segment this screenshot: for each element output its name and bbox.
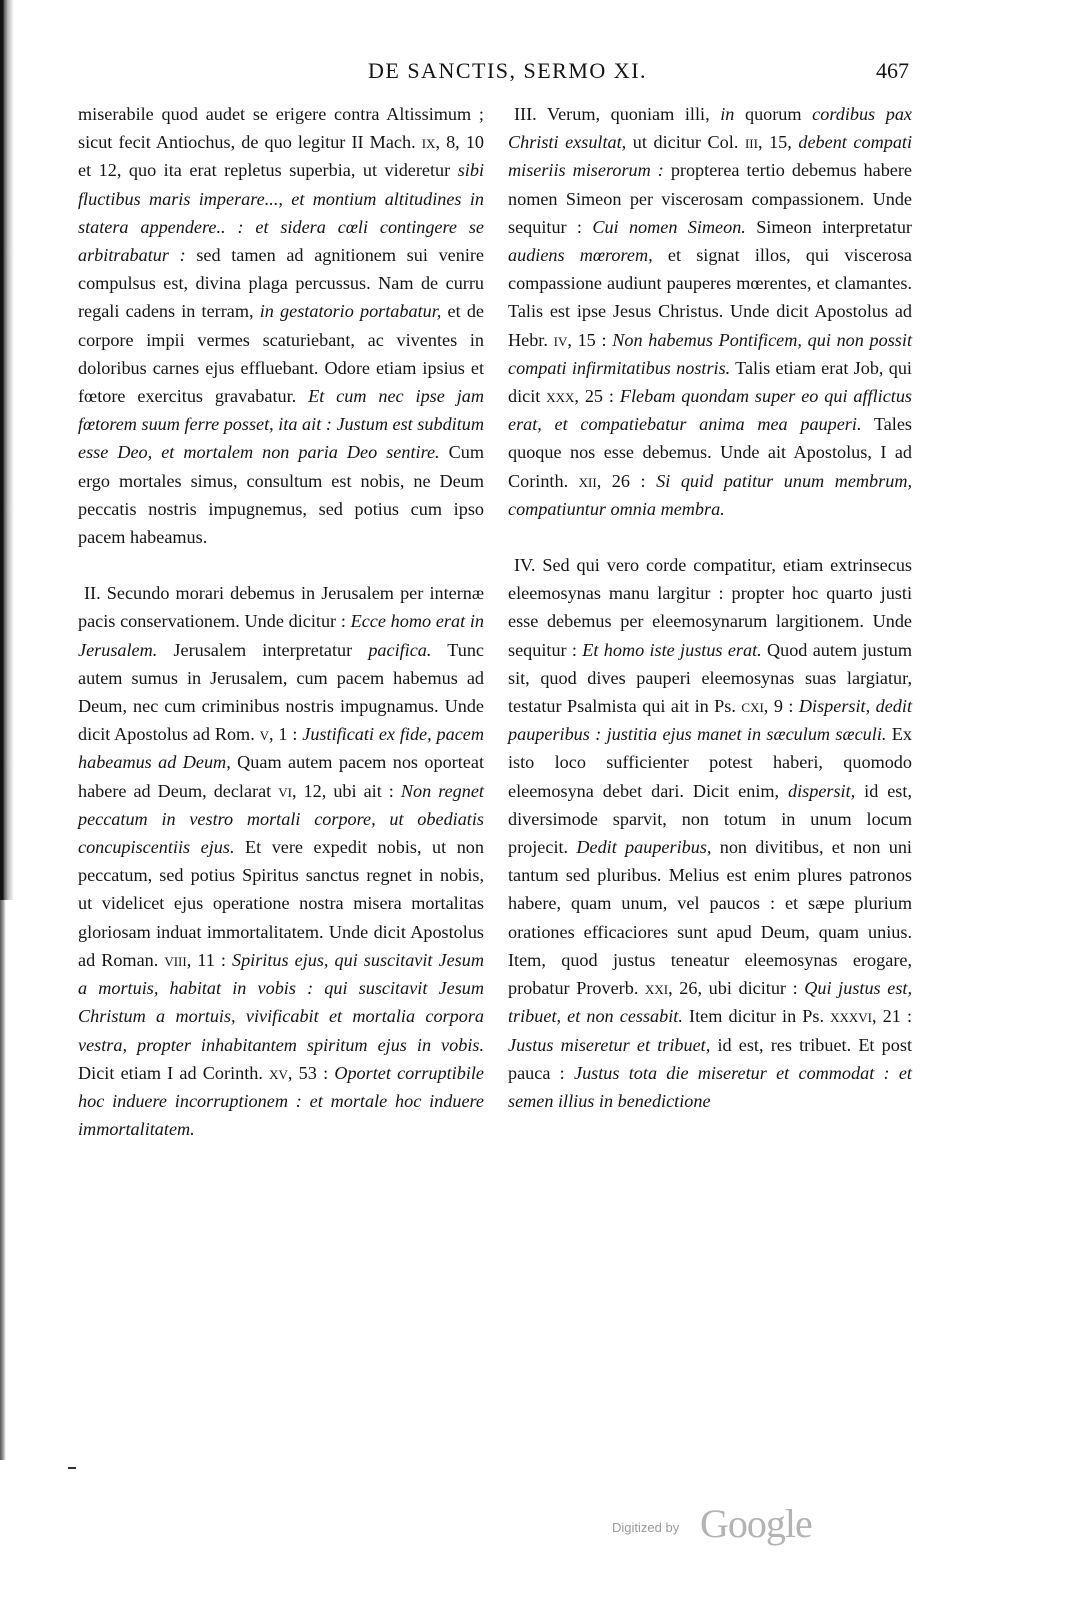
text-run: IV. Sed qui vero corde compatitur, etiam extrinsecus eleemosynas manu largitur : propter hoc quarto justi esse debemus per eleemosynarum largitionem. Unde sequitur : <box>508 555 912 660</box>
text-run: , 8, 10 et 12, quo ita erat repletus superbia, ut videretur <box>78 132 484 181</box>
roman-numeral: xxi <box>645 978 669 999</box>
text-run: , 9 : <box>763 696 799 717</box>
text-run: II. Secundo morari debemus in Jerusalem per internæ pacis conservationem. Unde dicitur : <box>78 583 484 632</box>
quotation-text: in gestatorio portabatur, <box>259 301 442 322</box>
text-run: , 1 : <box>269 724 303 745</box>
text-run: , 12, ubi ait : <box>291 780 401 801</box>
text-run: Quam autem pacem nos oporteat habere ad Deum, declarat <box>78 752 484 801</box>
text-run: III. Verum, quoniam illi, <box>514 104 721 124</box>
quotation-text: Justificati ex fide, pacem habeamus ad Deum, <box>78 724 484 773</box>
quotation-text: debent compati miseriis miserorum : <box>508 132 913 181</box>
quotation-text: Si quid patitur unum membrum, compatiuntur omnia membra. <box>508 470 913 519</box>
page-scan-edge-lower <box>0 900 6 1460</box>
quotation-text: Justus miseretur et tribuet, <box>508 1034 711 1055</box>
paragraph-section-iii <box>508 100 912 523</box>
text-run: et signat illos, qui viscerosa compassione audiunt pauperes mœrentes, et clamantes. Talis est ipse Jesus Christus. Unde dicit Apostolus ad Hebr. <box>508 245 912 350</box>
roman-numeral: iv <box>553 329 568 350</box>
text-run: Tunc autem sumus in Jerusalem, cum pacem habemus ad Deum, nec cum criminibus nostris impugnamus. Unde dicit Apostolus ad Rom. <box>78 639 484 745</box>
text-run: ut dicitur Col. <box>626 132 745 153</box>
text-run: propterea tertio debemus habere nomen Simeon per viscerosam compassionem. Unde sequitur : <box>508 160 912 237</box>
left-column <box>78 100 484 1143</box>
text-run: , 11 : <box>186 949 232 970</box>
roman-numeral: ix <box>421 132 436 153</box>
text-run: Tales quoque nos esse debemus. Unde ait Apostolus, I ad Corinth. <box>508 414 912 491</box>
paragraph <box>78 100 484 551</box>
quotation-text: Non regnet peccatum in vestro mortali corpore, ut obediatis concupiscentiis ejus. <box>78 780 484 858</box>
text-run: et de corpore impii vermes scaturiebant, ac viventes in doloribus carnes ejus effluebant. Odore etiam ipsius et fœtore exercitus gravabatur. <box>78 301 484 407</box>
text-run: Item dicitur in Ps. <box>682 1006 831 1027</box>
roman-numeral: xv <box>269 1062 288 1083</box>
text-run: , 15 : <box>567 329 613 350</box>
roman-numeral: xxx <box>546 386 575 407</box>
roman-numeral: v <box>259 724 269 745</box>
quotation-text: Flebam quondam super eo qui afflictus erat, et compatiebatur anima mea pauperi. <box>508 386 912 435</box>
text-run: id est, res tribuet. Et post pauca : <box>508 1034 912 1083</box>
quotation-text: Spiritus ejus, qui suscitavit Jesum a mortuis, habitat in vobis : qui suscitavit Jesum Christum a mortuis, vivificabit et mortalia corpora vestra, propter inhabitantem spiritum ejus in vobis. <box>78 949 484 1055</box>
google-watermark <box>612 1500 852 1550</box>
paragraph-section-iv <box>508 551 912 1115</box>
text-run: , 26, ubi dicitur : <box>668 978 805 999</box>
quotation-text: Oportet corruptibile hoc induere incorruptionem : et mortale hoc induere immortalitatem. <box>78 1062 484 1140</box>
text-run: sed tamen ad agnitionem sui venire compulsus est, divina plaga percussus. Nam de curru regali cadens in terram, <box>78 245 485 322</box>
page-number: 467 <box>876 58 909 83</box>
quotation-text: Dedit pauperibus, <box>576 837 712 858</box>
quotation-text: sibi fluctibus maris imperare..., et montium altitudines in statera appendere.. : et sidera cœli contingere se arbitrabatur : <box>78 160 484 266</box>
text-run: Ex isto loco sufficienter potest haberi, quomodo eleemosyna debet dari. Dicit enim, <box>508 724 912 801</box>
roman-numeral: xxxvi <box>830 1006 872 1027</box>
roman-numeral: cxi <box>741 696 764 717</box>
paragraph-section-ii <box>78 579 484 1143</box>
text-run: Jerusalem interpretatur <box>157 639 369 660</box>
quotation-text: Et homo iste justus erat. <box>582 639 762 660</box>
roman-numeral: vi <box>278 780 292 801</box>
page-scan-edge <box>0 0 14 900</box>
text-run: id est, diversimode sparvit, non totum in unum locum projecit. <box>508 780 912 858</box>
quotation-text: Non habemus Pontificem, qui non possit compati infirmitatibus nostris. <box>508 329 912 378</box>
text-run: , 53 : <box>287 1062 335 1083</box>
text-run: miserabile quod audet se erigere contra Altissimum ; sicut fecit Antiochus, de quo legitur II Mach. <box>78 104 484 153</box>
quotation-text: in <box>720 104 735 124</box>
quotation-text: cordibus pax Christi exsultat, <box>508 104 912 153</box>
text-run: , 21 : <box>872 1006 912 1027</box>
quotation-text: pacifica. <box>368 639 432 660</box>
quotation-text: Cui nomen Simeon. <box>592 216 746 237</box>
text-run: , 26 : <box>596 470 657 491</box>
google-logo: Google <box>700 1501 812 1546</box>
running-title: DE SANCTIS, SERMO XI. <box>368 58 648 83</box>
roman-numeral: xii <box>578 470 597 491</box>
right-column <box>508 100 912 1115</box>
quotation-text: Qui justus est, tribuet, et non cessabit. <box>508 978 913 1027</box>
text-run: Et vere expedit nobis, ut non peccatum, sed potius Spiritus sanctus regnet in nobis, ut videlicet ejus operatione nostra misera mortalitas gloriosam induat immortalitatem. Unde dicit Apostolus ad Roman. <box>78 837 484 970</box>
text-run: Simeon interpretatur <box>745 216 912 237</box>
printer-mark <box>68 1467 76 1469</box>
text-run: non divitibus, et non uni tantum sed pluribus. Melius est enim plures patronos habere, quam unum, vel paucos : et sæpe plurium orationes efficaciores sunt apud Deum, quam unius. Item, quod justus teneatur eleemosynas erogare, probatur Proverb. <box>508 837 912 999</box>
quotation-text: dispersit, <box>788 780 856 801</box>
text-run: Dicit etiam I ad Corinth. <box>78 1062 270 1083</box>
digitized-by-label: Digitized by <box>612 1520 680 1535</box>
text-run: Cum ergo mortales simus, consultum est nobis, ne Deum peccatis nostris impugnemus, sed potius cum ipso pacem habeamus. <box>78 442 484 548</box>
text-run: Quod autem justum sit, quod dives pauperi eleemosynas suas largiatur, testatur Psalmista qui ait in Ps. <box>508 639 912 717</box>
quotation-text: Ecce homo erat in Jerusalem. <box>78 611 484 660</box>
quotation-text: audiens mœrorem, <box>508 245 653 266</box>
roman-numeral: viii <box>164 949 187 970</box>
text-run: Talis etiam erat Job, qui dicit <box>508 357 912 407</box>
text-run: , 15, <box>757 132 799 153</box>
text-run: quorum <box>734 104 813 124</box>
quotation-text: Dispersit, dedit pauperibus : justitia ejus manet in sæculum sæculi. <box>508 696 913 745</box>
page-header <box>0 58 1070 88</box>
quotation-text: Et cum nec ipse jam fœtorem suum ferre posset, ita ait : Justum est subditum esse Deo, et mortalem non paria Deo sentire. <box>78 386 485 463</box>
quotation-text: Justus tota die miseretur et commodat : et semen illius in benedictione <box>508 1062 912 1111</box>
text-run: , 25 : <box>574 386 620 407</box>
roman-numeral: iii <box>744 132 758 153</box>
